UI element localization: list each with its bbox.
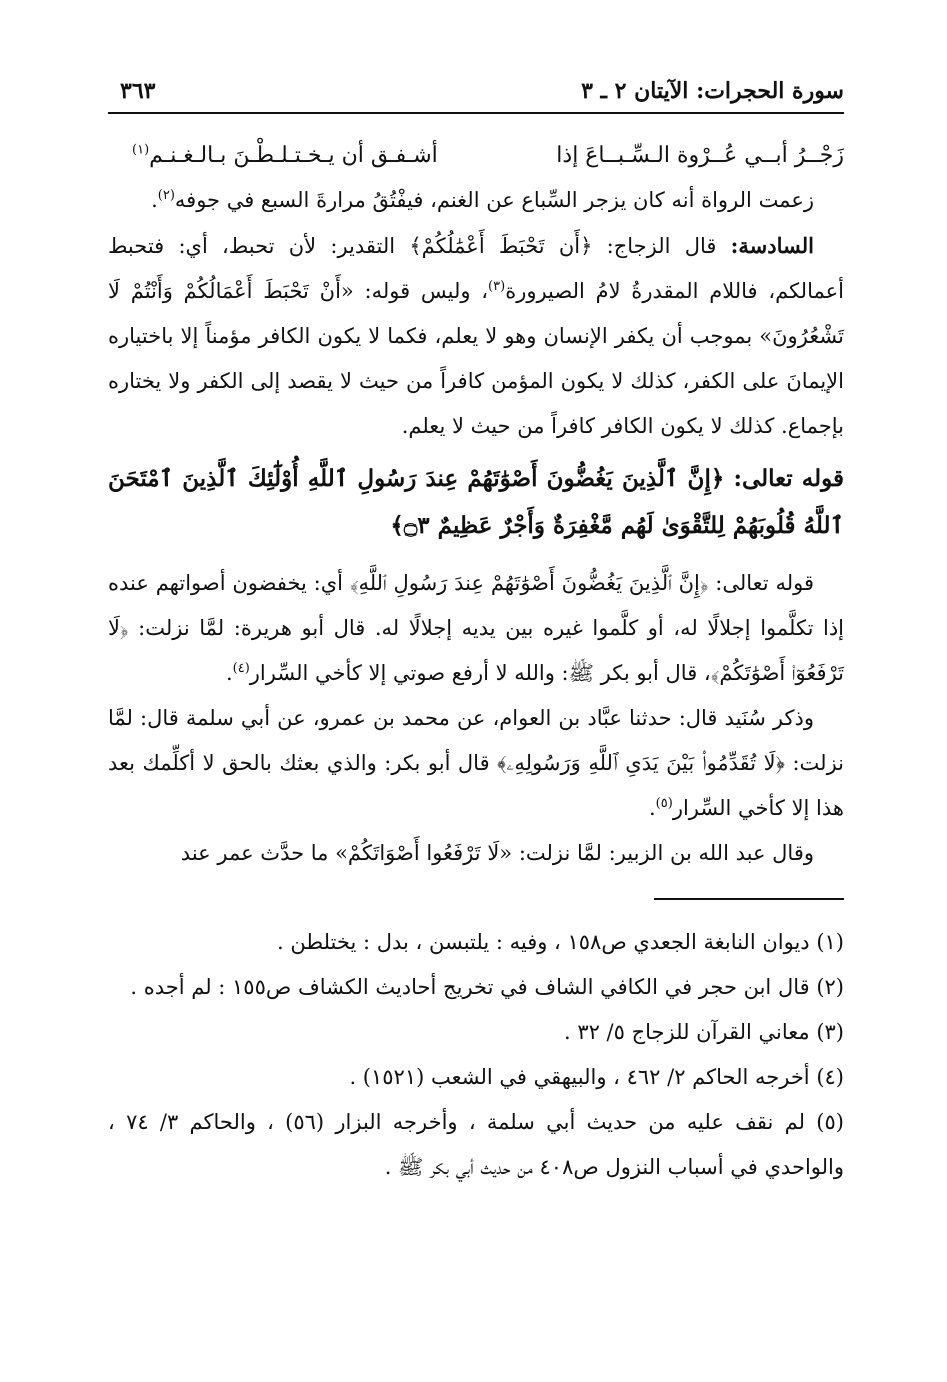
paragraph-2-text: قال الزجاج: ﴿أَن تَحْبَطَ أَعْمَٰلُكُمْ﴾ التقدير: لأن تحبط، أي: فتحبط أعمالكم، فاللام المقدرةُ لامُ الصيرورة <box>108 234 844 303</box>
book-page <box>108 68 844 1358</box>
verse-heading <box>108 455 844 549</box>
footnote-2: (٢) قال ابن حجر في الكافي الشاف في تخريج أحاديث الكشاف ص١٥٥ : لم أجده . <box>130 975 844 999</box>
page-number: ٣٦٣ <box>120 78 156 104</box>
footnotes <box>108 920 844 1190</box>
footnote-5: (٥) لم نقف عليه من حديث أبي سلمة ، وأخرجه البزار (٥٦) ، والحاكم ٣/ ٧٤ ، والواحدي في أسباب النزول ص٤٠٨ من حديث أبي بكر ﷺ . <box>108 1110 844 1179</box>
footnote-4: (٤) أخرجه الحاكم ٢/ ٤٦٢ ، والبيهقي في الشعب (١٥٢١) . <box>349 1065 844 1089</box>
poetry-second-hemistich <box>132 134 438 178</box>
paragraph-2-text-continued: ، وليس قوله: «أَنْ تَحْبَطَ أَعْمَالُكُمْ وَأَنْتُمْ لَا تَشْعُرُونَ» بموجب أن يكفر الإنسان وهو لا يعلم، فكما لا يكون الكافر مؤمناً إلا باختياره الإيمانَ على الكفر، كذلك لا يكون المؤمن كافراً من حيث لا يقصد إلى الكفر ولا يختاره بإجماع. كذلك لا يكون الكافر كافراً من حيث لا يعلم. <box>108 279 844 438</box>
poetry-first-hemistich: زَجْــرُ أبــي عُــرْوة الـسِّـبــاعَ إذا <box>556 143 844 168</box>
poetry-second-text: أشـفـق أن يـخـتـلـطْـنَ بـالـغـنـم <box>149 143 438 168</box>
page-header <box>108 68 844 114</box>
paragraph-3: قوله تعالى: ﴿إِنَّ ٱلَّذِينَ يَغُضُّونَ أَصْوَٰتَهُمْ عِندَ رَسُولِ ٱللَّهِ﴾ أي: يخفضون أصواتهم عنده إذا تكلَّموا إجلالًا له، أو كلَّموا غيره بين يديه إجلالًا له. قال أبو هريرة: لمَّا نزلت: ﴿لَا تَرْفَعُوٓا۟ أَصْوَٰتَكُمْ﴾، قال أبو بكر ﷺ: والله لا أرفع صوتي إلا كأخي السِّرار$^{(٤)}$. <box>108 571 844 685</box>
paragraph-1: زعمت الرواة أنه كان يزجر السِّباع عن الغنم، فيفْتُقُ مرارةَ السبع في جوفه$^{(٢)}$. <box>151 188 814 212</box>
paragraph-3-text: قوله تعالى: ﴿إِنَّ ٱلَّذِينَ يَغُضُّونَ أَصْوَٰتَهُمْ عِندَ رَسُولِ ٱللَّهِ﴾ أي: يخفضون أصواتهم عنده إذا تكلَّموا إجلالًا له، أو كلَّموا غيره بين يديه إجلالًا له. قال أبو هريرة: لمَّا نزلت: ﴿لَا تَرْفَعُوٓا۟ أَصْوَٰتَكُمْ﴾، قال أبو بكر ﷺ: والله لا أرفع صوتي إلا كأخي السِّرار <box>108 571 844 685</box>
footnote-ref-3: (٣) <box>488 279 506 294</box>
paragraph-4-text: وذكر سُنَيد قال: حدثنا عبَّاد بن العوام، عن محمد بن عمرو، عن أبي سلمة قال: لمَّا نزلت: ﴿لَا تُقَدِّمُوا۟ بَيْنَ يَدَىِ ٱللَّهِ وَرَسُولِهِۦ﴾ قال أبو بكر: والذي بعثك بالحق لا أكلِّمك بعد هذا إلا كأخي السِّرار <box>108 706 844 820</box>
footnote-3: (٣) معاني القرآن للزجاج ٥/ ٣٢ . <box>563 1020 844 1044</box>
paragraph-2 <box>108 223 844 449</box>
paragraph-2-lead: السادسة: <box>730 233 814 258</box>
running-title: سورة الحجرات: الآيتان ٢ ـ ٣ <box>581 78 844 104</box>
footnote-ref-5: (٥) <box>655 796 673 811</box>
paragraph-1-text: زعمت الرواة أنه كان يزجر السِّباع عن الغنم، فيفْتُقُ مرارةَ السبع في جوفه <box>174 188 814 212</box>
footnote-ref-4: (٤) <box>232 661 250 676</box>
spacer <box>108 549 844 561</box>
verse-heading-lead: قوله تعالى: <box>733 465 844 492</box>
footnote-1: (١) ديوان النابغة الجعدي ص١٥٨ ، وفيه : يلتبسن ، بدل : يختلطن . <box>277 930 844 954</box>
verse-heading-text: ﴿إِنَّ ٱلَّذِينَ يَغُضُّونَ أَصْوَٰتَهُمْ عِندَ رَسُولِ ٱللَّهِ أُوْلَٰٓئِكَ ٱلَّذِينَ ٱمْتَحَنَ ٱللَّهُ قُلُوبَهُمْ لِلتَّقْوَىٰ لَهُم مَّغْفِرَةٌ وَأَجْرٌ عَظِيمٌ ۝٣﴾ <box>108 465 844 539</box>
footnote-ref-2: (٢) <box>157 188 175 203</box>
poetry-line <box>108 134 844 178</box>
main-text <box>108 134 844 876</box>
footnote-ref-1: (١) <box>132 142 150 158</box>
paragraph-5: وقال عبد الله بن الزبير: لمَّا نزلت: «لَا تَرْفَعُوا أَصْوَاتَكُمْ» ما حدَّث عمر عند <box>180 841 814 865</box>
footnote-divider <box>654 898 844 900</box>
paragraph-4: وذكر سُنَيد قال: حدثنا عبَّاد بن العوام، عن محمد بن عمرو، عن أبي سلمة قال: لمَّا نزلت: ﴿لَا تُقَدِّمُوا۟ بَيْنَ يَدَىِ ٱللَّهِ وَرَسُولِهِۦ﴾ قال أبو بكر: والذي بعثك بالحق لا أكلِّمك بعد هذا إلا كأخي السِّرار$^{(٥)}$. <box>108 706 844 820</box>
